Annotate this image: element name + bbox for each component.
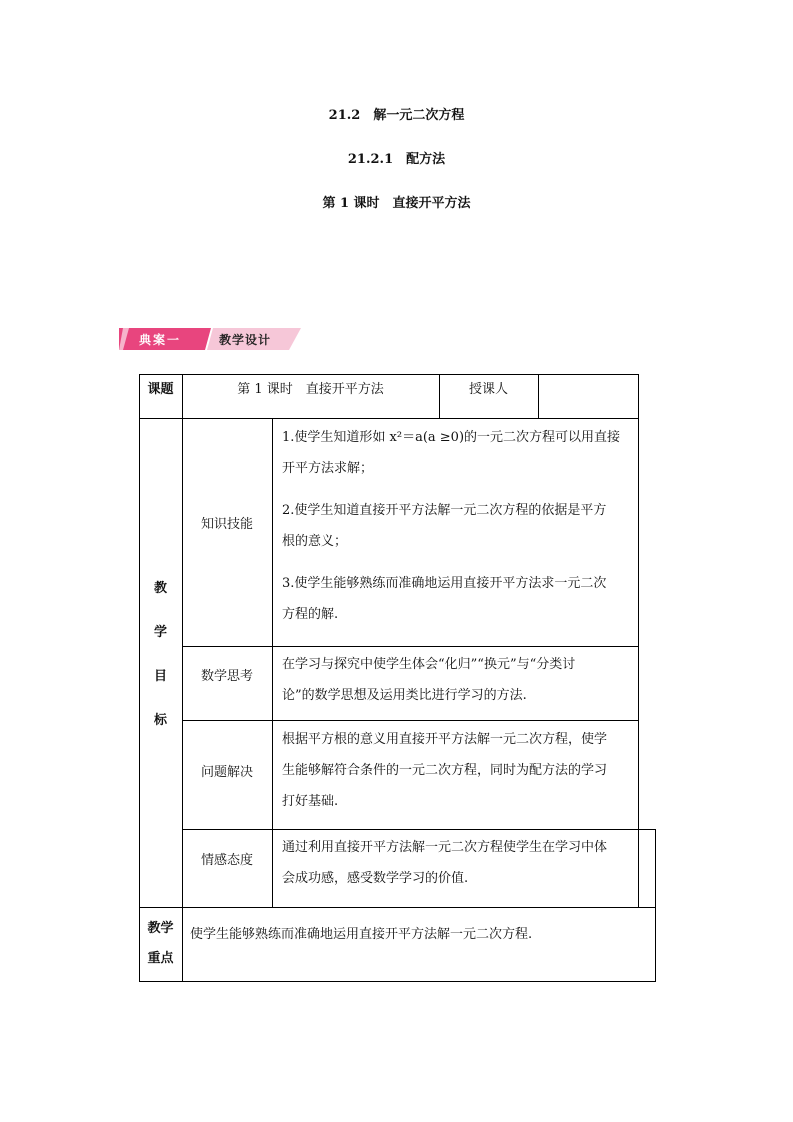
goals-label [139,578,182,732]
text-line: 通过利用直接开平方法解一元二次方程使学生在学习中体 [282,840,608,855]
text-line: 2.使学生知道直接开平方法解一元二次方程的依据是平方 [282,503,607,518]
goal-thinking-content [282,649,632,711]
text-line: 开平方法求解； [282,461,374,476]
goal-category-problem: 问题解决 [200,765,253,780]
text-line: 生能够解符合条件的一元二次方程，同时为配方法的学习 [282,763,608,778]
subsection-title: 21.2.1 配方法 [347,152,446,167]
text-line: 3.使学生能够熟练而准确地运用直接开平方法求一元二次 [282,576,607,591]
focus-value: 使学生能够熟练而准确地运用直接开平方法解一元二次方程. [190,927,533,942]
goal-category-knowledge: 知识技能 [200,517,253,532]
topic-value: 第 1 课时 直接开平方法 [237,382,384,397]
section-title: 21.2 解一元二次方程 [328,108,465,123]
text-line: 根据平方根的意义用直接开平方法解一元二次方程，使学 [282,732,608,747]
goals-label-char: 学 [153,625,167,640]
banner-label: 教学设计 [219,333,272,347]
text-line: 打好基础. [282,794,339,809]
text-line: 1.使学生知道形如 x²＝a(a ≥0)的一元二次方程可以用直接 [282,430,621,445]
goal-attitude-content [282,832,632,894]
focus-label-line: 重点 [147,951,174,966]
lesson-title: 第 1 课时 直接开平方法 [322,196,471,211]
text-line: 在学习与探究中使学生体会“化归”“换元”与“分类讨 [282,657,576,672]
focus-label-line: 教学 [147,921,174,936]
goal-knowledge-content [282,422,632,630]
knowledge-item [282,495,632,557]
text-line: 方程的解. [282,607,339,622]
topic-label: 课题 [147,382,174,397]
text-line: 论”的数学思想及运用类比进行学习的方法. [282,688,527,703]
goals-label-char: 目 [153,669,167,684]
goal-problem-content [282,724,632,817]
focus-label [139,914,182,974]
knowledge-item [282,422,632,484]
goal-category-thinking: 数学思考 [200,669,253,684]
knowledge-item [282,568,632,630]
banner-tag: 典案一 [139,333,182,347]
text-line: 根的意义； [282,534,348,549]
section-banner [119,328,301,350]
text-line: 会成功感，感受数学学习的价值. [282,871,469,886]
goals-label-char: 教 [153,581,167,596]
teacher-label: 授课人 [468,382,508,397]
goals-label-char: 标 [153,713,167,728]
goal-category-attitude: 情感态度 [200,853,253,868]
